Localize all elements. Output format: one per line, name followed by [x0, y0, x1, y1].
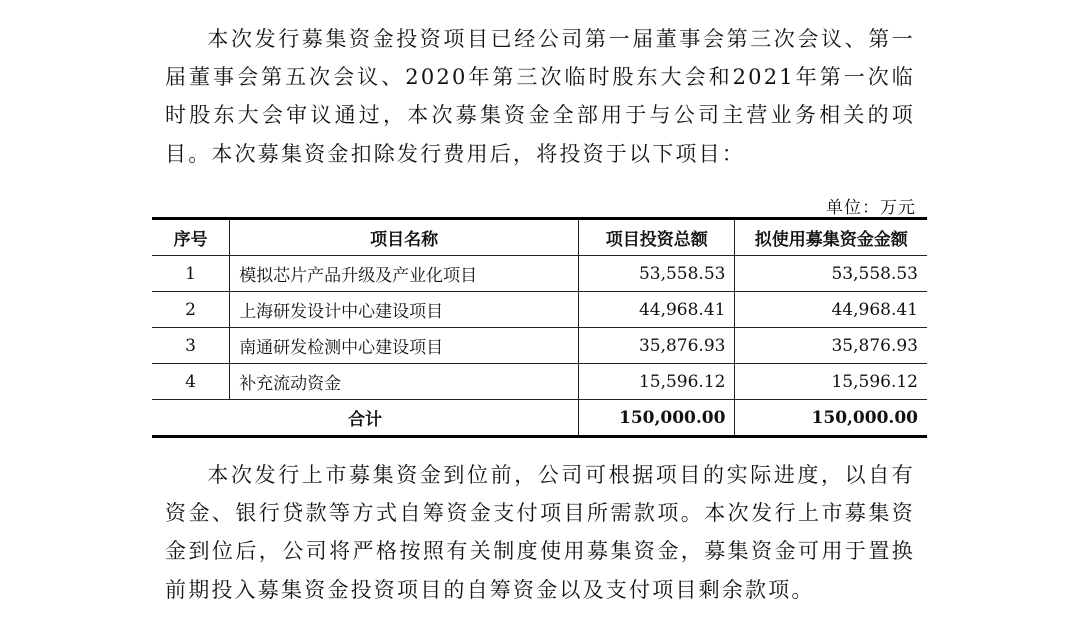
row-project-name: 上海研发设计中心建设项目 — [230, 292, 579, 328]
closing-paragraph — [165, 456, 915, 609]
table-total-row — [152, 400, 927, 437]
header-project-name: 项目名称 — [230, 219, 579, 256]
row-no: 4 — [152, 364, 230, 400]
total-label: 合计 — [152, 400, 579, 437]
row-raised-funds: 44,968.41 — [735, 292, 927, 328]
closing-paragraph-text: 本次发行上市募集资金到位前，公司可根据项目的实际进度，以自有资金、银行贷款等方式自筹资金支付项目所需款项。本次发行上市募集资金到位后，公司将严格按照有关制度使用募集资金，募集资金可用于置换前期投入募集资金投资项目的自筹资金以及支付项目剩余款项。 — [165, 463, 915, 602]
table-row — [152, 364, 927, 400]
row-project-name: 模拟芯片产品升级及产业化项目 — [230, 256, 579, 292]
header-no: 序号 — [152, 219, 230, 256]
row-no: 1 — [152, 256, 230, 292]
total-raised-funds-sum: 150,000.00 — [735, 400, 927, 437]
row-project-name: 南通研发检测中心建设项目 — [230, 328, 579, 364]
table-header-row — [152, 219, 927, 256]
total-investment-sum: 150,000.00 — [579, 400, 735, 437]
row-total-investment: 15,596.12 — [579, 364, 735, 400]
row-total-investment: 44,968.41 — [579, 292, 735, 328]
row-total-investment: 53,558.53 — [579, 256, 735, 292]
row-raised-funds: 53,558.53 — [735, 256, 927, 292]
table-row — [152, 328, 927, 364]
table-row — [152, 256, 927, 292]
row-project-name: 补充流动资金 — [230, 364, 579, 400]
intro-paragraph — [165, 20, 915, 173]
fund-usage-table — [152, 217, 927, 438]
row-no: 3 — [152, 328, 230, 364]
row-total-investment: 35,876.93 — [579, 328, 735, 364]
table-row — [152, 292, 927, 328]
intro-paragraph-text: 本次发行募集资金投资项目已经公司第一届董事会第三次会议、第一届董事会第五次会议、2020年第三次临时股东大会和2021年第一次临时股东大会审议通过，本次募集资金全部用于与公司主营业务相关的项目。本次募集资金扣除发行费用后，将投资于以下项目： — [165, 27, 915, 166]
row-raised-funds: 35,876.93 — [735, 328, 927, 364]
row-raised-funds: 15,596.12 — [735, 364, 927, 400]
row-no: 2 — [152, 292, 230, 328]
header-raised-funds: 拟使用募集资金金额 — [735, 219, 927, 256]
header-total-investment: 项目投资总额 — [579, 219, 735, 256]
unit-label: 单位：万元 — [826, 198, 916, 218]
